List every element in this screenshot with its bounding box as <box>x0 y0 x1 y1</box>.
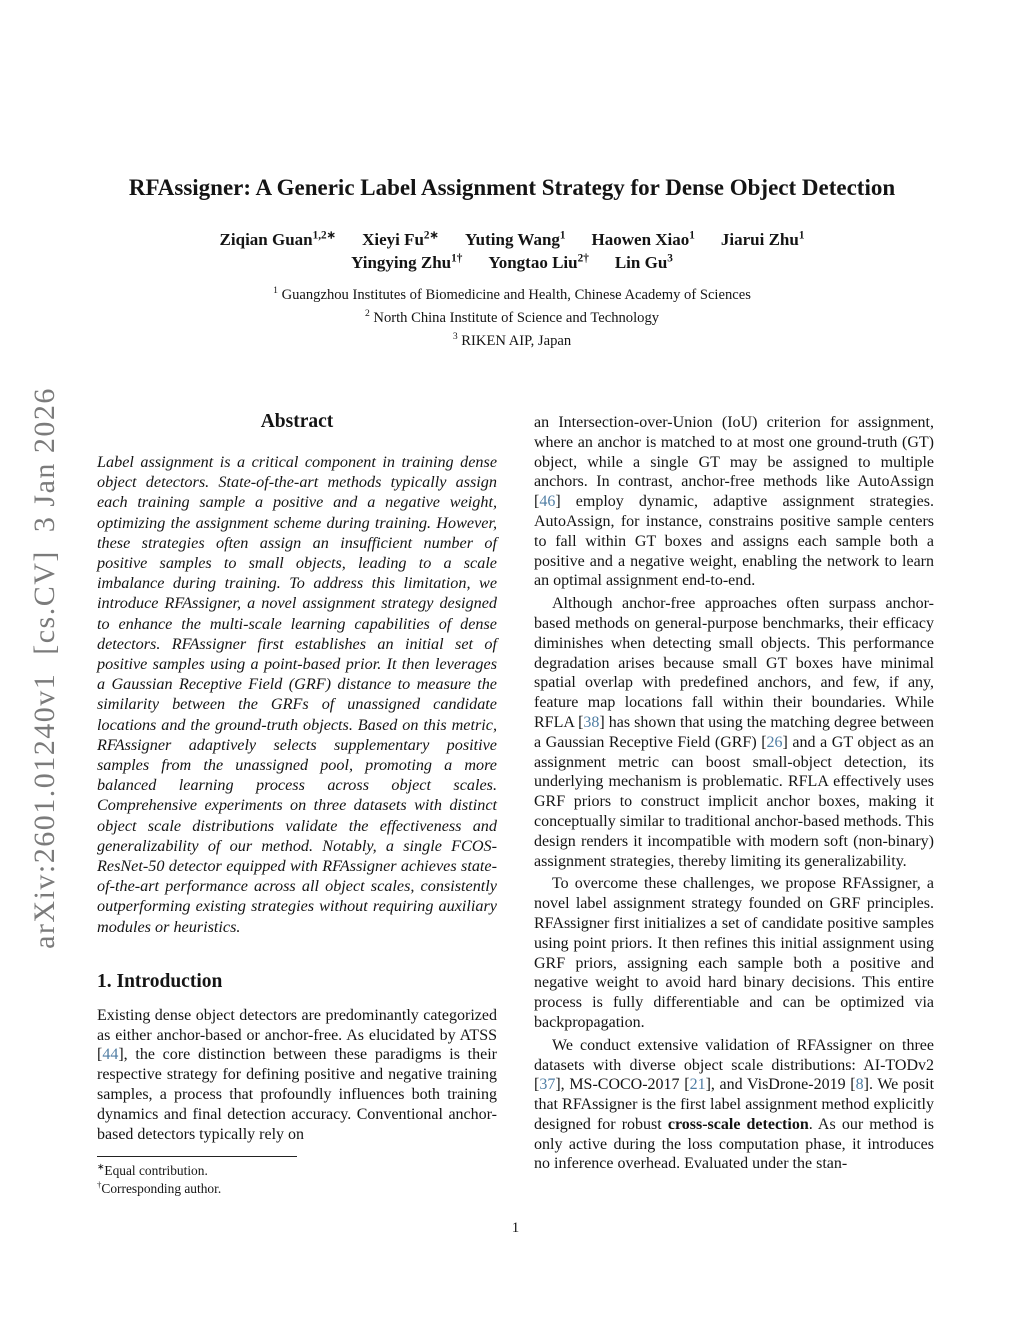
text-segment: cross-scale detection <box>667 1115 809 1133</box>
right-column <box>534 410 934 1197</box>
text-segment: $^2$ North China Institute of Science and Technology <box>364 308 660 326</box>
citation-link[interactable]: 26 <box>766 733 783 751</box>
text-segment: . We posit that RFAssigner is the first label assignment method explicitly designed for robust <box>534 1076 935 1133</box>
text-segment: [37] <box>534 1076 561 1094</box>
abstract-text: Label assignment is a critical component in training dense object detectors. State-of-the-art methods typically assign each training sample a positive and a negative weight, optimizing the assignment scheme during training. However, these strategies often assign an insufficient number of positive samples to small objects, leading to a scale imbalance during training. To address this limitation, we introduce RFAssigner, a novel assignment strategy designed to enhance the multi-scale learning capabilities of dense detectors. RFAssigner first establishes an initial set of positive samples using a point-based prior. It then leverages a Gaussian Receptive Field (GRF) distance to measure the similarity between the GRFs of unassigned candidate locations and the ground-truth objects. Based on this metric, RFAssigner adaptively selects supplementary positive samples from the unassigned pool, promoting a more balanced learning process across object scales. Comprehensive experiments on three datasets with distinct object scale distributions validate the effectiveness and generalizability of our method. Notably, a single FCOS-ResNet-50 detector equipped with RFAssigner achieves state-of-the-art performance across all object scales, consistently outperforming existing strategies without requiring auxiliary modules or heuristics. <box>97 453 497 936</box>
text-segment: [44] <box>97 1046 124 1064</box>
citation-link[interactable]: 38 <box>583 713 600 731</box>
text-segment: . As our method is only active during the loss computation phase, it introduces no inference overhead. Evaluated under the stan- <box>534 1115 935 1173</box>
introduction-paragraph-1 <box>97 1006 497 1145</box>
author-row-2 <box>0 251 1024 274</box>
text-segment: [38] <box>578 713 605 731</box>
right-paragraph-1 <box>534 410 934 591</box>
abstract-heading: Abstract <box>260 411 334 432</box>
paper-title: RFAssigner: A Generic Label Assignment Strategy for Dense Object Detection <box>128 175 896 200</box>
text-segment: Lin Gu$^3$ <box>614 252 673 272</box>
arxiv-watermark: arXiv:2601.01240v1 [cs.CV] 3 Jan 2026 <box>28 387 61 949</box>
text-segment: employ dynamic, adaptive assignment strategies. AutoAssign, for instance, constrains positive sample centers to fall within GT boxes and assigns each sample both a positive and a negative weight, enabling the network to learn an optimal assignment end-to-end. <box>534 493 934 590</box>
text-segment: [21] <box>684 1076 711 1094</box>
footnote-block <box>97 1156 497 1197</box>
text-segment: Although anchor-free approaches often surpass anchor-based methods on general-purpose benchmarks, their efficacy diminishes when detecting small objects. This performance degradation arises because small GT boxes have minimal spatial overlap with predefined anchors, and few, if any, feature map locations fall within their boundaries. While RFLA <box>534 595 934 731</box>
text-segment: has shown that using the matching degree between a Gaussian Receptive Field (GRF) <box>534 713 935 751</box>
text-segment: Yongtao Liu$^{2\dagger}$ <box>488 252 589 272</box>
page-number: 1 <box>511 1220 520 1236</box>
footnote-equal-contribution <box>97 1162 497 1180</box>
right-paragraph-4 <box>534 1033 934 1175</box>
text-segment: and a GT object as an assignment metric can boost small-object detection, its underlying mechanism is problematic. RFLA effectively uses GRF priors to construct implicit anchor boxes, making it conceptually similar to traditional anchor-based methods. This design renders it incompatible with modern soft (non-binary) assignment strategies, thereby limiting its generalizability. <box>534 733 935 870</box>
citation-link[interactable]: 44 <box>102 1046 119 1064</box>
text-segment: $^3$ RIKEN AIP, Japan <box>452 331 572 349</box>
text-segment: Jiarui Zhu$^1$ <box>720 229 805 249</box>
citation-link[interactable]: 21 <box>689 1076 706 1094</box>
footnote-rule <box>97 1156 297 1157</box>
text-segment: [8] <box>850 1076 869 1094</box>
affiliation-block <box>0 284 1024 353</box>
section-heading-introduction: 1. Introduction <box>97 970 223 992</box>
text-segment: ∗Equal contribution. <box>97 1161 208 1179</box>
affiliation-3 <box>0 330 1024 353</box>
text-segment: $^1$ Guangzhou Institutes of Biomedicine and Health, Chinese Academy of Sciences <box>273 285 751 303</box>
right-paragraph-3 <box>534 871 934 1032</box>
text-segment: an Intersection-over-Union (IoU) criterion for assignment, where an anchor is matched to at most one ground-truth (GT) object, while a single GT may be assigned to multiple anchors. In contrast, anchor-free methods like AutoAssign <box>534 414 934 491</box>
author-row-1 <box>0 228 1024 251</box>
left-column <box>97 410 497 1197</box>
text-segment: , MS-COCO-2017 <box>560 1076 685 1094</box>
text-segment: , the core distinction between these paradigms is their respective strategy for defining positive and negative training samples, a process that profoundly influences both training dynamics and final detection accuracy. Conventional anchor-based detectors typically rely on <box>97 1046 497 1143</box>
text-segment: [46] <box>534 493 561 511</box>
citation-link[interactable]: 37 <box>539 1076 556 1094</box>
affiliation-2 <box>0 307 1024 330</box>
text-segment: Existing dense object detectors are predominantly categorized as either anchor-based or anchor-free. As elucidated by ATSS <box>97 1006 497 1044</box>
two-column-body <box>97 410 934 1197</box>
text-segment: Ziqian Guan$^{1,2∗}$ <box>219 229 337 249</box>
footnote-corresponding-author <box>97 1180 497 1198</box>
text-segment: Yuting Wang$^1$ <box>464 229 566 249</box>
affiliation-1 <box>0 284 1024 307</box>
paper-header <box>0 0 1024 353</box>
text-segment: Yingying Zhu$^{1\dagger}$ <box>351 252 463 272</box>
text-segment: [26] <box>761 733 788 751</box>
right-paragraph-2 <box>534 591 934 871</box>
author-block <box>0 228 1024 274</box>
citation-link[interactable]: 46 <box>539 493 556 511</box>
text-segment: To overcome these challenges, we propose RFAssigner, a novel label assignment strategy founded on GRF principles. RFAssigner first initializes a set of candidate positive samples using point priors. It then refines this initial assignment using GRF priors, assigning each sample both a positive and negative weight to avoid hard binary decisions. This entire process is fully differentiable and can be optimized via backpropagation. <box>534 875 934 1031</box>
text-segment: We conduct extensive validation of RFAssigner on three datasets with diverse object scale distributions: AI-TODv2 <box>534 1036 934 1074</box>
text-segment: Xieyi $Fu^{2∗}$ <box>362 229 439 249</box>
text-segment: †Corresponding author. <box>97 1179 222 1196</box>
citation-link[interactable]: 8 <box>855 1076 864 1094</box>
text-segment: , and VisDrone-2019 <box>710 1076 851 1094</box>
text-segment: Haowen Xiao$^1$ <box>591 229 695 249</box>
